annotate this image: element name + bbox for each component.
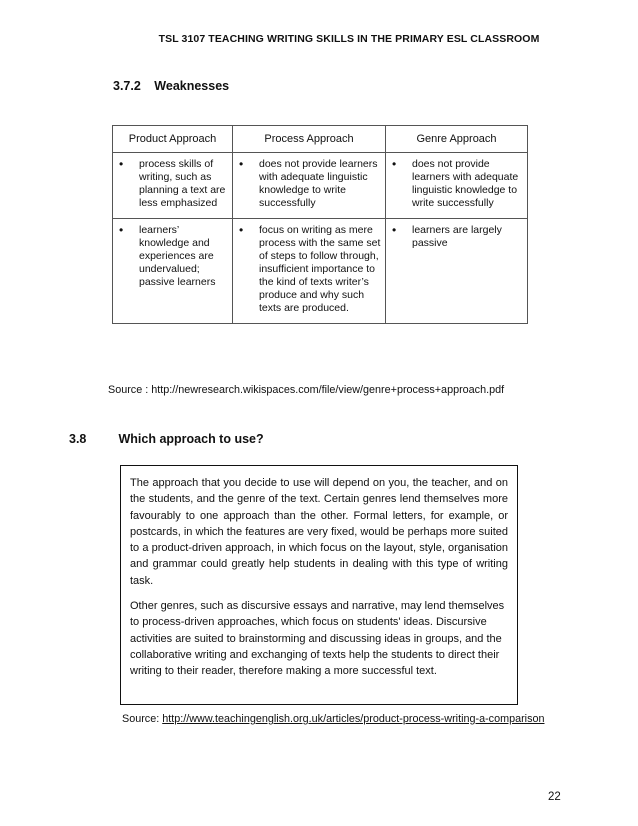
column-header-process: Process Approach: [233, 126, 386, 153]
section-heading: [69, 432, 264, 446]
quote-source: [122, 713, 544, 725]
page-number: 22: [548, 791, 561, 803]
bullet-icon: •: [239, 223, 244, 237]
bullet-icon: •: [119, 223, 124, 237]
table-cell: [386, 219, 528, 324]
section-number: 3.8: [69, 432, 87, 446]
cell-text: does not provide learners with adequate linguistic knowledge to write successfully: [412, 158, 519, 209]
subsection-number: 3.7.2: [113, 79, 141, 93]
table-cell: [113, 153, 233, 219]
section-title: Which approach to use?: [118, 432, 264, 446]
bullet-icon: •: [239, 157, 244, 171]
subsection-heading: [113, 79, 229, 93]
bullet-icon: •: [392, 157, 397, 171]
cell-text: learners are largely passive: [412, 224, 502, 249]
table-cell: [233, 153, 386, 219]
table-header-row: [113, 126, 528, 153]
column-header-product: Product Approach: [113, 126, 233, 153]
table-row: [113, 153, 528, 219]
table-source: Source : http://newresearch.wikispaces.com/file/view/genre+process+approach.pdf: [108, 384, 505, 396]
quote-source-link[interactable]: http://www.teachingenglish.org.uk/articles/product-process-writing-a-comparison: [162, 713, 545, 725]
subsection-title: Weaknesses: [154, 79, 230, 93]
cell-text: process skills of writing, such as planning a text are less emphasized: [139, 158, 226, 209]
cell-text: does not provide learners with adequate linguistic knowledge to write successfully: [259, 158, 378, 209]
quote-source-label: Source:: [122, 713, 163, 725]
weaknesses-table: [112, 125, 528, 324]
quote-paragraph-2: Other genres, such as discursive essays and narrative, may lend themselves to process-driven approaches, which focus on students' ideas. Discursive activities are suited to brainstorming and discussing ideas in groups, and the collaborative writing and exchanging of texts help the students to direct their writing to their reader, therefore making a more successful text.: [130, 600, 505, 678]
quote-paragraph-1: The approach that you decide to use will depend on you, the teacher, and on the students, and the genre of the text. Certain genres lend themselves more favourably to one approach than the other. Formal letters, for example, or postcards, in which the features are very fixed, would be perhaps more suited to a product-driven approach, in which focus on the layout, style, organisation and grammar could greatly help students in dealing with this type of writing task.: [130, 477, 508, 587]
table-cell: [233, 219, 386, 324]
running-header: TSL 3107 TEACHING WRITING SKILLS IN THE PRIMARY ESL CLASSROOM: [158, 33, 540, 45]
cell-text: focus on writing as mere process with the same set of steps to follow through, insufficient importance to the kind of texts writer’s produce and why such texts are produced.: [259, 224, 381, 314]
bullet-icon: •: [392, 223, 397, 237]
cell-text: learners’ knowledge and experiences are undervalued; passive learners: [139, 224, 216, 288]
quote-box: [120, 465, 518, 705]
table-cell: [113, 219, 233, 324]
column-header-genre: Genre Approach: [386, 126, 528, 153]
table-row: [113, 219, 528, 324]
bullet-icon: •: [119, 157, 124, 171]
table-cell: [386, 153, 528, 219]
